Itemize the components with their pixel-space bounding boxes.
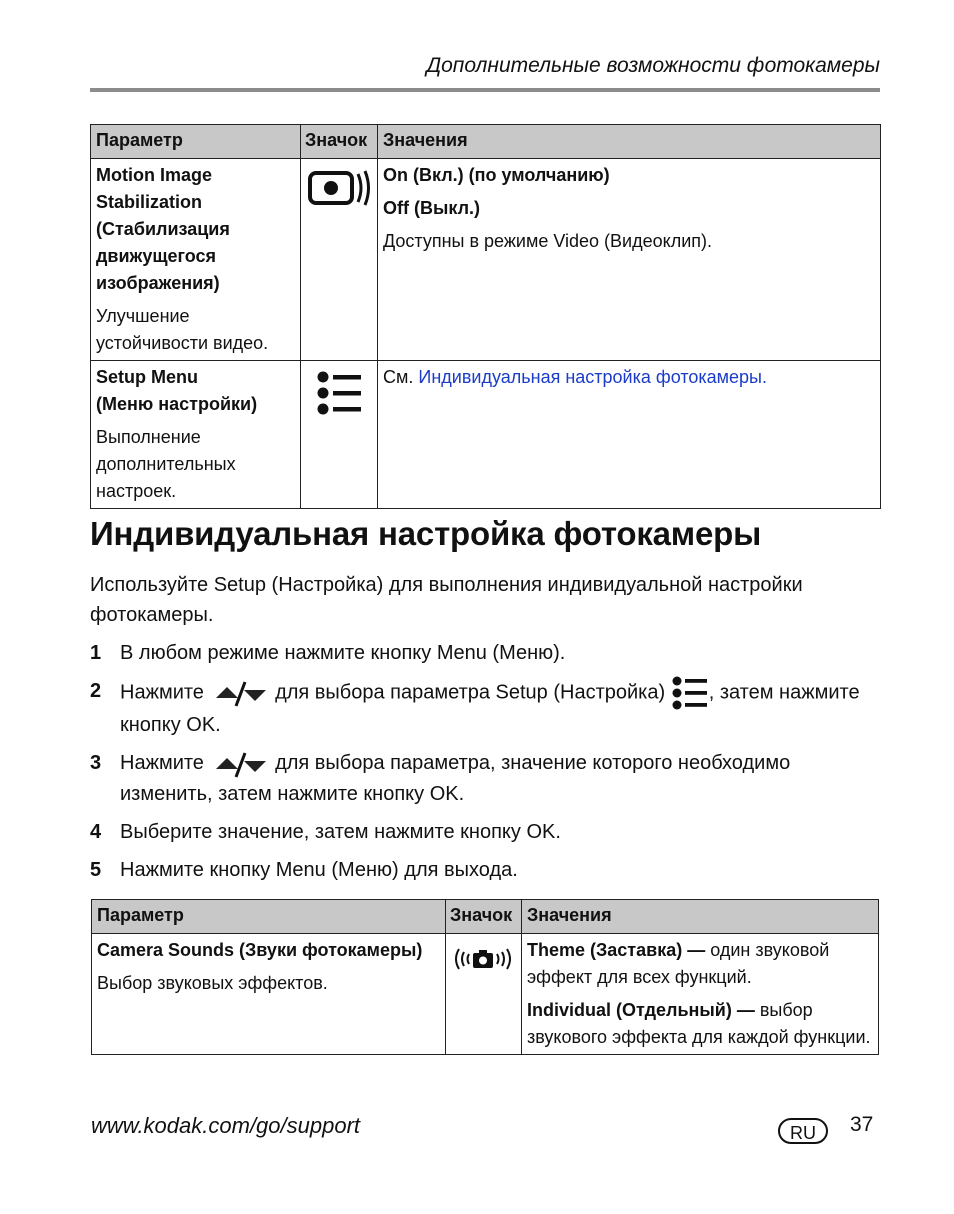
step-text-part3: , затем нажмите кнопку OK. xyxy=(120,681,860,736)
settings-table-1 xyxy=(90,124,881,509)
step-number: 4 xyxy=(90,820,102,843)
param-cell xyxy=(91,361,301,509)
table-row xyxy=(92,934,879,1055)
step-number: 3 xyxy=(90,752,102,774)
language-badge: RU xyxy=(778,1118,828,1144)
column-header-parameter: Параметр xyxy=(92,900,446,934)
list-item xyxy=(90,817,880,847)
list-item xyxy=(90,676,880,740)
value-option-on: On (Вкл.) (по умолчанию) xyxy=(383,165,610,185)
step-text-part2: для выбора параметра Setup (Настройка) xyxy=(275,681,666,704)
up-down-arrows-icon xyxy=(210,749,270,779)
footer-url: www.kodak.com/go/support xyxy=(91,1113,361,1138)
value-option-off: Off (Выкл.) xyxy=(383,198,481,218)
step-text: В любом режиме нажмите кнопку Menu (Меню). xyxy=(120,642,566,664)
icon-cell xyxy=(301,159,378,361)
list-item xyxy=(90,748,880,809)
step-text-part2: для выбора параметра, значение которого необходимо изменить, затем нажмите кнопку OK. xyxy=(120,752,791,805)
steps-list xyxy=(90,638,880,893)
param-title: Setup Menu (Меню настройки) xyxy=(96,367,258,414)
running-header: Дополнительные возможности фотокамеры xyxy=(426,54,880,77)
param-title: Camera Sounds (Звуки фотокамеры) xyxy=(97,940,423,960)
icon-cell xyxy=(301,361,378,509)
table-row xyxy=(91,159,881,361)
section-intro: Используйте Setup (Настройка) для выполнения индивидуальной настройки фотокамеры. xyxy=(90,574,803,626)
setup-menu-icon xyxy=(316,370,364,416)
settings-table-2 xyxy=(91,899,879,1055)
column-header-icon: Значок xyxy=(446,900,522,934)
step-number: 2 xyxy=(90,680,102,702)
column-header-values: Значения xyxy=(378,125,881,159)
param-description: Улучшение устойчивости видео. xyxy=(96,306,269,353)
icon-cell xyxy=(446,934,522,1055)
section-title: Индивидуальная настройка фотокамеры xyxy=(90,515,762,552)
header-rule xyxy=(90,88,880,92)
value-option-individual: Individual (Отдельный) — выбор звукового эффекта для каждой функции. xyxy=(527,1000,871,1047)
column-header-parameter: Параметр xyxy=(91,125,301,159)
values-cell xyxy=(522,934,879,1055)
step-text-part1: Нажмите xyxy=(120,681,204,704)
setup-menu-icon xyxy=(671,676,709,710)
step-number: 5 xyxy=(90,858,102,881)
param-description: Выбор звуковых эффектов. xyxy=(97,973,328,993)
up-down-arrows-icon xyxy=(210,678,270,708)
customize-camera-link[interactable]: Индивидуальная настройка фотокамеры. xyxy=(418,367,767,387)
step-text: Выберите значение, затем нажмите кнопку OK. xyxy=(120,820,561,843)
table-header-row xyxy=(92,900,879,934)
table-row xyxy=(91,361,881,509)
step-number: 1 xyxy=(90,642,102,664)
column-header-icon: Значок xyxy=(301,125,378,159)
stabilization-icon xyxy=(306,168,372,208)
values-cell xyxy=(378,361,881,509)
param-title: Motion Image Stabilization (Стабилизация движущегося изображения) xyxy=(96,165,230,293)
param-cell xyxy=(92,934,446,1055)
list-item xyxy=(90,855,880,885)
see-prefix: См. xyxy=(383,367,414,387)
value-option-theme: Theme (Заставка) — один звуковой эффект для всех функций. xyxy=(527,940,830,987)
param-cell xyxy=(91,159,301,361)
value-note: Доступны в режиме Video (Видеоклип). xyxy=(383,231,713,251)
list-item xyxy=(90,638,880,668)
param-description: Выполнение дополнительных настроек. xyxy=(96,427,236,501)
values-cell xyxy=(378,159,881,361)
step-text: Нажмите кнопку Menu (Меню) для выхода. xyxy=(120,858,518,881)
camera-sounds-icon xyxy=(451,943,515,975)
table-header-row xyxy=(91,125,881,159)
step-text-part1: Нажмите xyxy=(120,752,204,774)
column-header-values: Значения xyxy=(522,900,879,934)
page-number: 37 xyxy=(850,1113,874,1136)
